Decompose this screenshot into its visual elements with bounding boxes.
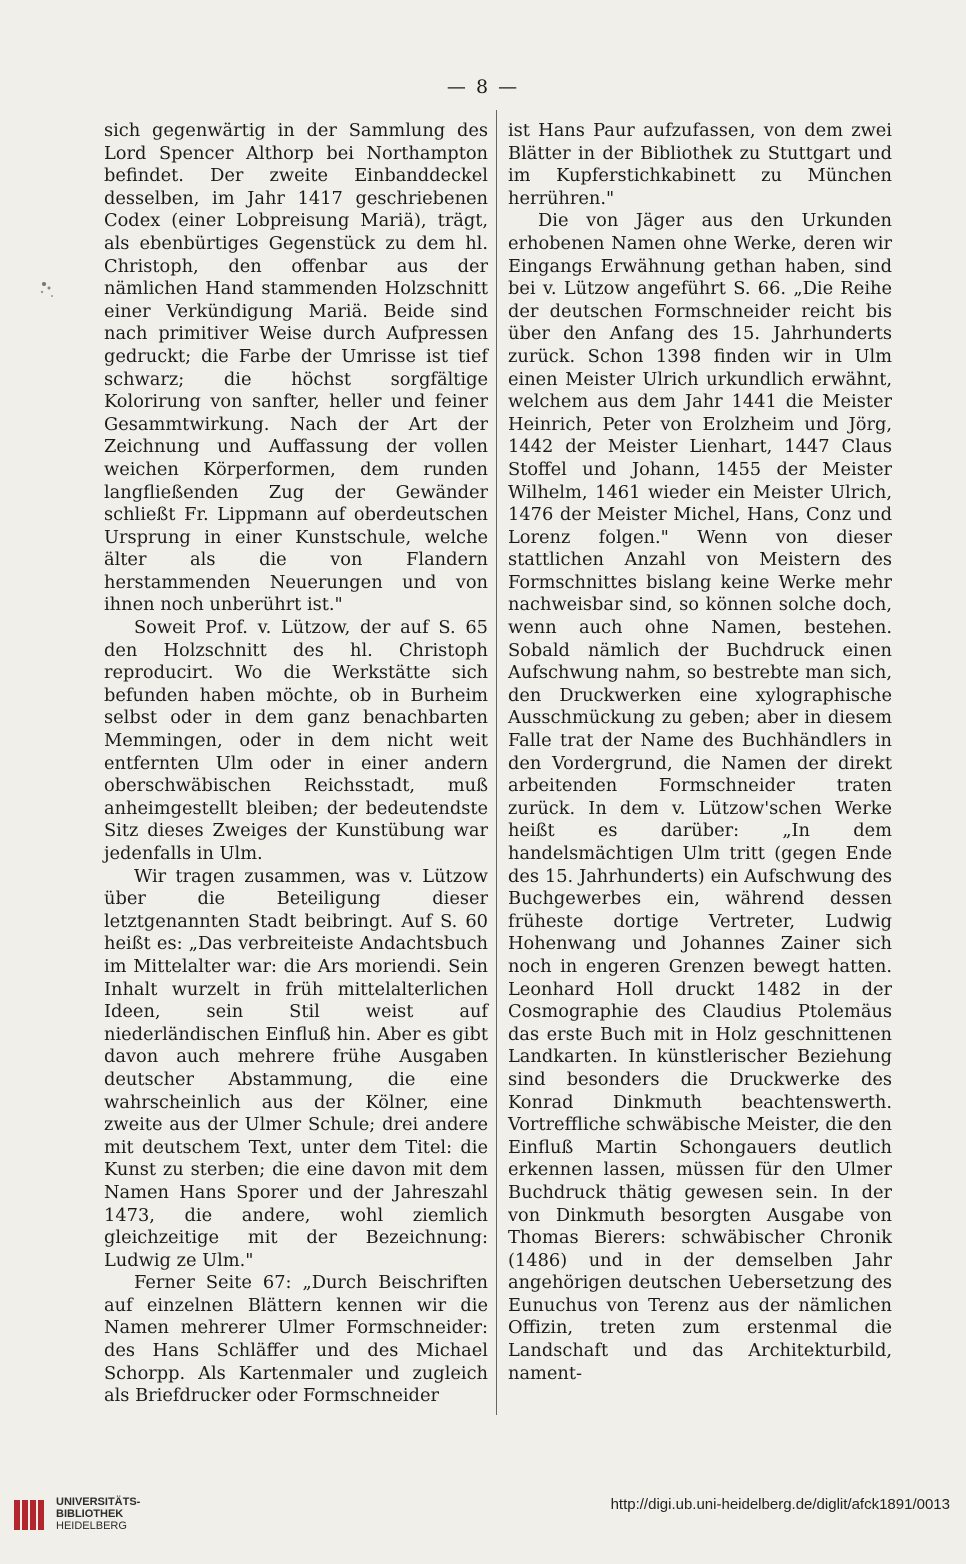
paragraph: Wir tragen zusammen, was v. Lützow über die Beteiligung dieser letztgenannten Stadt beibringt. Auf S. 60 heißt es: „Das verbreiteiste Andachtsbuch im Mittelalter war: die Ars moriendi. Sein Inhalt wurzelt in früh mittelalterlichen Ideen, sein Stil weist auf niederländischen Einfluß hin. Aber es gibt davon auch mehrere frühe Ausgaben deutscher Abstammung, die eine wahrscheinlich aus der Kölner, eine zweite aus der Ulmer Schule; drei andere mit deutschem Text, unter dem Titel: die Kunst zu sterben; die eine davon mit dem Namen Hans Sporer und der Jahreszahl 1473, die andere, wohl ziemlich gleichzeitige mit der Bezeichnung: Ludwig ze Ulm."	[104, 865, 488, 1271]
right-column	[508, 120, 892, 1385]
left-column	[104, 120, 488, 1408]
logo-line: BIBLIOTHEK	[56, 1508, 124, 1520]
paragraph: ist Hans Paur aufzufassen, von dem zwei Blätter in der Bibliothek zu Stuttgart und im Kupferstichkabinett zu München herrühren."	[508, 120, 892, 209]
university-logo-icon[interactable]	[12, 1496, 48, 1536]
logo-line: UNIVERSITÄTS-	[56, 1496, 141, 1508]
logo-line: HEIDELBERG	[56, 1520, 127, 1532]
footer	[0, 1490, 966, 1564]
university-logo-text[interactable]	[56, 1496, 140, 1532]
column-divider	[496, 110, 497, 1415]
paragraph: sich gegenwärtig in der Sammlung des Lord Spencer Althorp bei Northampton befindet. Der zweite Einbanddeckel desselben, im Jahr 1417 geschriebenen Codex (einer Lobpreisung Mariä), trägt, als ebenbürtiges Gegenstück zu dem hl. Christoph, den offenbar aus der nämlichen Hand stammenden Holzschnitt einer Verkündigung Mariä. Beide sind nach primitiver Weise durch Aufpressen gedruckt; die Farbe der Umrisse ist tief schwarz; die höchst sorgfältige Kolorirung von sanfter, heller und feiner Gesammtwirkung. Nach der Art der Zeichnung und Auffassung der vollen weichen Körperformen, dem runden langfließenden Zug der Gewänder schließt Fr. Lippmann auf oberdeutschen Ursprung in einer Kunstschule, welche älter als die von Flandern herstammenden Neuerungen und von ihnen noch unberührt ist."	[104, 120, 488, 616]
paragraph: Die von Jäger aus den Urkunden erhobenen Namen ohne Werke, deren wir Eingangs Erwähnung gethan haben, sind bei v. Lützow angeführt S. 66. „Die Reihe der deutschen Formschneider reicht bis über den Anfang des 15. Jahrhunderts zurück. Schon 1398 finden wir in Ulm einen Meister Ulrich urkundlich erwähnt, welchem aus dem Jahr 1441 die Meister Heinrich, Peter von Erolzheim und Jörg, 1442 der Meister Lienhart, 1447 Claus Stoffel und Johann, 1455 der Meister Wilhelm, 1461 wieder ein Meister Ulrich, 1476 der Meister Michel, Hans, Conz und Lorenz folgen." Wenn von dieser stattlichen Anzahl von Meistern des Formschnittes bislang keine Werke mehr nachweisbar sind, so können solche doch, wenn auch ohne Namen, bestehen. Sobald nämlich der Buchdruck einen Aufschwung nahm, so bestrebte man sich, den Druckwerken eine xylographische Ausschmückung zu geben; aber in diesem Falle trat der Name des Buchhändlers in den Vordergrund, die Namen der direkt arbeitenden Formschneider traten zurück. In dem v. Lützow'schen Werke heißt es darüber: „In dem handelsmächtigen Ulm tritt (gegen Ende des 15. Jahrhunderts) ein Aufschwung des Buchgewerbes ein, während dessen früheste dortige Vertreter, Ludwig Hohenwang und Johannes Zainer sich noch in engeren Grenzen bewegt hatten. Leonhard Holl druckt 1482 in der Cosmographie des Claudius Ptolemäus das erste Buch mit in Holz geschnittenen Landkarten. In künstlerischer Beziehung sind besonders die Druckwerke des Konrad Dinkmuth beachtenswerth. Vortreffliche schwäbische Meister, die den Einfluß Martin Schongauers deutlich erkennen lassen, müssen für den Ulmer Buchdruck thätig gewesen sein. In der von Dinkmuth besorgten Ausgabe von Thomas Bierers: schwäbischer Chronik (1486) und in der demselben Jahr angehörigen deutschen Uebersetzung des Eunuchus von Terenz aus der nämlichen Offizin, treten zum erstenmal die Landschaft und das Architekturbild, nament-	[508, 210, 892, 1384]
source-url-link[interactable]: http://digi.ub.uni-heidelberg.de/diglit/afck1891/0013	[610, 1496, 950, 1513]
paragraph: Soweit Prof. v. Lützow, der auf S. 65 den Holzschnitt des hl. Christoph reproducirt. Wo die Werkstätte sich befunden haben möchte, ob in Burheim selbst oder in dem ganz benachbarten Memmingen, oder in dem nicht weit entfernten Ulm oder in einer andern oberschwäbischen Reichsstadt, muß anheimgestellt bleiben; der bedeutendste Sitz dieses Zweiges der Kunstübung war jedenfalls in Ulm.	[104, 617, 488, 864]
paragraph: Ferner Seite 67: „Durch Beischriften auf einzelnen Blättern kennen wir die Namen mehrerer Ulmer Formschneider: des Hans Schläffer und des Michael Schorpp. Als Kartenmaler und zugleich als Briefdrucker oder Formschneider	[104, 1272, 488, 1407]
ink-blot	[34, 276, 60, 302]
page-number: — 8 —	[446, 76, 520, 98]
